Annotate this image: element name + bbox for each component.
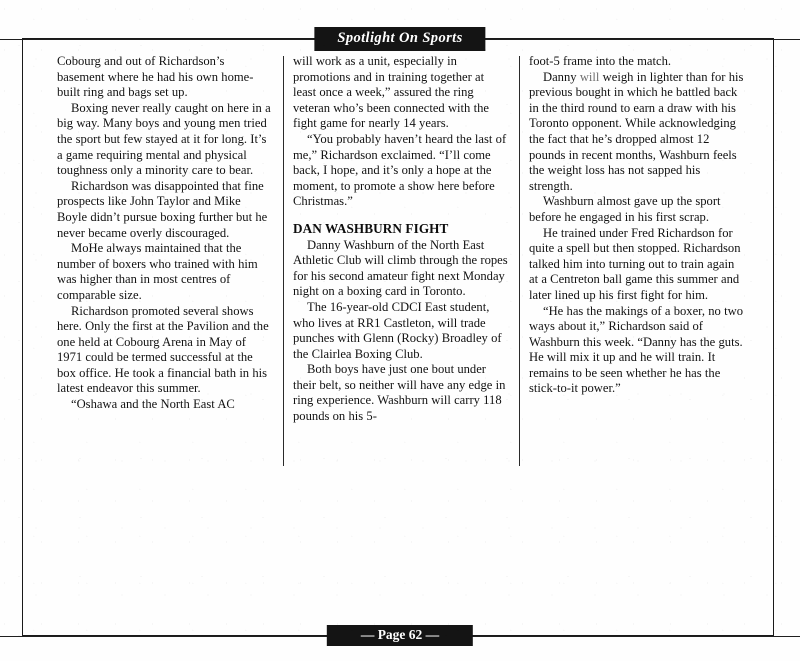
- paragraph: Washburn almost gave up the sport before he engaged in his first scrap.: [529, 194, 721, 224]
- footer-rule-left: [0, 636, 330, 637]
- paragraph: [529, 70, 746, 195]
- article-body: [57, 54, 747, 474]
- faded-word: will: [579, 69, 600, 84]
- paragraph: Cobourg and out of Richardson’s basement where he had his own home-built ring and bags set up.: [57, 54, 254, 100]
- paragraph: Both boys have just one bout under their belt, so neither will have any edge in ring experience. Washburn will carry 118 pounds on his 5-: [293, 362, 506, 424]
- paragraph: MoHe always maintained that the number of boxers who trained with him was higher than in most centres of comparable size.: [57, 241, 258, 302]
- page-number-label: — Page 62 —: [327, 625, 473, 646]
- paragraph-text-tail: weigh in lighter than for his previous bought in which he battled back in the third round to earn a draw with his Toronto opponent. While acknowledging the fact that he’s dropped almost 12 pounds in recent months, Washburn feels the weight loss has not sapped his strength.: [529, 69, 744, 193]
- paragraph: Richardson promoted several shows here. Only the first at the Pavilion and the one held at Cobourg Arena in May of 1971 could be termed successful at the box office. He took a financial bath in his latest endeavor this summer.: [57, 303, 269, 396]
- masthead-banner: [0, 28, 800, 50]
- paragraph: He trained under Fred Richardson for quite a spell but then stopped. Richardson talked him into turning out to train again at a Centreton ball game this summer and later lined up his first fight for him.: [529, 225, 741, 302]
- text-column-1: [57, 54, 274, 413]
- paragraph: “You probably haven’t heard the last of me,” Richardson exclaimed. “I’ll come back, I hope, and it’s only a hope at the moment, to promote a show here before Christmas.”: [293, 131, 507, 209]
- text-column-2: [293, 54, 510, 425]
- masthead-title: Spotlight On Sports: [315, 28, 484, 50]
- paragraph: “Oshawa and the North East AC: [71, 397, 235, 412]
- paragraph: The 16-year-old CDCI East student, who lives at RR1 Castleton, will trade punches with Glenn (Rocky) Broadley of the Clairlea Boxing Club.: [293, 299, 502, 361]
- paragraph-text-lead: Danny: [543, 69, 580, 84]
- footer-banner: [0, 625, 800, 647]
- masthead-rule-left: [0, 39, 320, 40]
- paragraph: will work as a unit, especially in promotions and in training together at least once a week,” assured the ring veteran who’s been connected with the fight game for nearly 14 years.: [293, 54, 489, 131]
- text-column-3: [529, 54, 746, 397]
- column-rule-2: [510, 54, 529, 474]
- paragraph: “He has the makings of a boxer, no two ways about it,” Richardson said of Washburn this week. “Danny has the guts. He will mix it up and he will train. It remains to be seen whether he has the stick-to-it power.”: [529, 303, 743, 396]
- footer-rule-right: [470, 636, 800, 637]
- paragraph: Boxing never really caught on here in a big way. Many boys and young men tried the sport but few stayed at it for long. It’s a game requiring mental and physical toughness only a minority care to bear.: [57, 100, 271, 178]
- section-subheading: DAN WASHBURN FIGHT: [293, 220, 449, 236]
- paragraph: Richardson was disappointed that fine prospects like John Taylor and Mike Boyle didn’t pursue boxing further but he never became overly discouraged.: [57, 178, 268, 240]
- paragraph: foot-5 frame into the match.: [529, 54, 672, 68]
- column-rule-1: [274, 54, 293, 474]
- paragraph: Danny Washburn of the North East Athletic Club will climb through the ropes for his second amateur fight next Monday night on a boxing card in Toronto.: [293, 237, 508, 299]
- masthead-rule-right: [480, 39, 800, 40]
